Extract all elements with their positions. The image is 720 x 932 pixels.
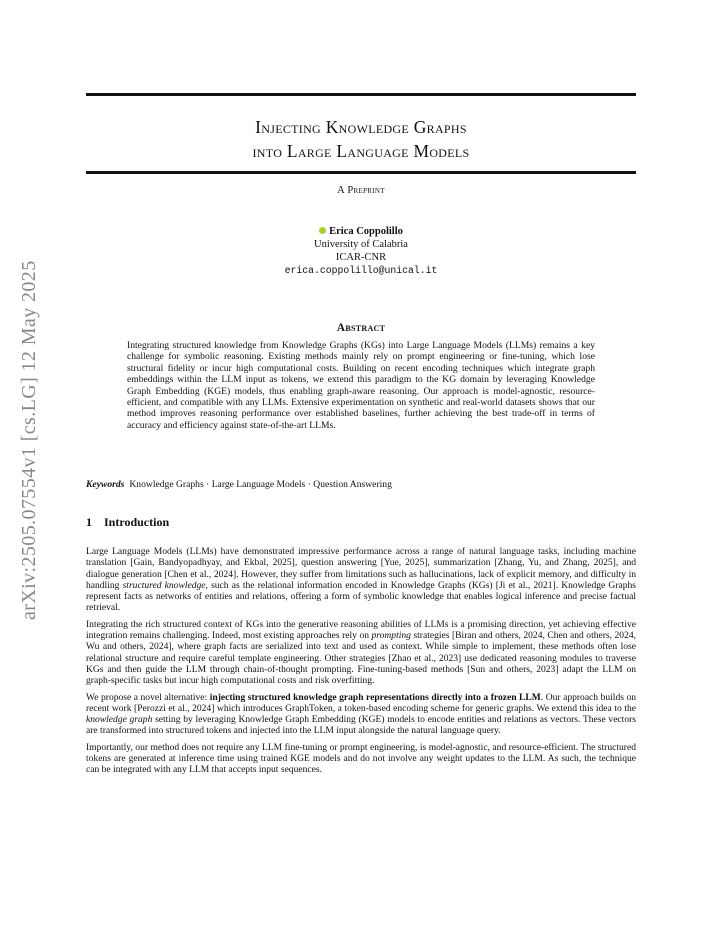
top-rule (86, 93, 636, 96)
keywords-text: Knowledge Graphs · Large Language Models · Question Answering (129, 479, 392, 490)
paragraph-3 (86, 692, 636, 737)
paragraph-3-emphasis: knowledge graph (86, 714, 153, 726)
title-line-2: into Large Language Models (252, 141, 470, 161)
section-heading (86, 515, 169, 530)
author-email[interactable]: erica.coppolillo@unical.it (284, 265, 438, 276)
preprint-label: A Preprint (337, 185, 385, 196)
title-line-1: Injecting Knowledge Graphs (255, 117, 467, 137)
paragraph-3-bold: injecting structured knowledge graph representations directly into a frozen LLM (209, 691, 541, 703)
bottom-rule (86, 171, 636, 174)
section-number: 1 (86, 515, 92, 529)
paragraph-3-mid: . Our approach builds on recent work [Perozzi et al., 2024] which introduces GraphToken, a token-based encoding scheme for generic graphs. We extend this idea to the (86, 691, 637, 714)
paragraph-4: Importantly, our method does not require any LLM fine-tuning or prompt engineering, is model-agnostic, and resource-efficient. The structured tokens are generated at inference time using trained KGE models and do not involve any weight updates to the LLM. As such, the technique can be integrated with any LLM that accepts input sequences. (86, 741, 636, 776)
section-title: Introduction (104, 515, 170, 529)
paragraph-2-end: strategies [Biran and others, 2024, Chen and others, 2024, Wu and others, 2024], where graph facts are serialized into text and used as context. While simple to implement, these methods often lose relational structure and require careful template engineering. Other strategies [Zhao et al., 2023] use dedicated reasoning modules to traverse KGs and then guide the LLM through chain-of-thought prompting. Fine-tuning-based methods [Sun and others, 2023] adapt the LLM on graph-specific tasks but incur high computational costs and risk overfitting. (86, 630, 637, 687)
author-name: Erica Coppolillo (329, 226, 403, 237)
paragraph-1-emphasis: structured knowledge (122, 579, 206, 591)
keywords-line (86, 479, 646, 491)
orcid-icon[interactable] (319, 227, 326, 234)
arxiv-side-stamp: arXiv:2505.07554v1 [cs.LG] 12 May 2025 (18, 260, 40, 620)
author-block (86, 225, 636, 277)
body-text (86, 546, 636, 781)
paragraph-3-text: We propose a novel alternative: (86, 691, 210, 703)
author-affiliation-2: ICAR-CNR (335, 252, 387, 263)
paragraph-1-text: Large Language Models (LLMs) have demonstrated impressive performance across a range of natural language tasks, including machine translation [Gain, Bandyopadhyay, and Ekbal, 2025], question answering [Yue, 2025], summarization [Zhang, Yu, and Zhang, 2025], and dialogue generation [Chen et al., 2024]. However, they suffer from limitations such as hallucinations, lack of explicit memory, and difficulty in handling (86, 546, 636, 591)
abstract-heading: Abstract (336, 322, 386, 334)
paragraph-2-emphasis: prompting (371, 630, 411, 642)
paper-title (86, 115, 636, 163)
abstract-text: Integrating structured knowledge from Knowledge Graphs (KGs) into Large Language Models (LLMs) remains a key challenge for symbolic reasoning. Existing methods mainly rely on prompt engineering or fine-tuning, which lose structural fidelity or incur high computational costs. Building on recent encoding techniques which integrate graph embeddings within the LLM input as tokens, we extend this paradigm to the KG domain by leveraging Knowledge Graph Embedding (KGE) models, thus enabling graph-aware reasoning. Our approach is model-agnostic, resource-efficient, and compatible with any LLMs. Extensive experimentation on synthetic and real-world datasets shows that our method improves reasoning performance over established baselines, further achieving the best trade-off in terms of accuracy and efficiency against state-of-the-art LLMs. (127, 340, 595, 431)
paragraph-1 (86, 546, 636, 614)
paragraph-2-text: Integrating the rich structured context of KGs into the generative reasoning abilities of LLMs is a promising direction, yet achieving effective integration remains challenging. Indeed, most existing approaches rely on (86, 618, 636, 642)
paragraph-2 (86, 619, 636, 687)
paragraph-3-end: setting by leveraging Knowledge Graph Embedding (KGE) models to encode entities and relations as vectors. These vectors are transformed into structured tokens and injected into the LLM input alongside the natural language query. (86, 714, 636, 737)
paragraph-1-end: , such as the relational information encoded in Knowledge Graphs (KGs) [Ji et al., 2021]. Knowledge Graphs represent facts as networks of entities and relations, offering a form of symbolic knowledge that enables logical inference and precise factual retrieval. (86, 579, 636, 614)
author-affiliation-1: University of Calabria (314, 239, 408, 250)
keywords-label: Keywords (86, 479, 125, 490)
